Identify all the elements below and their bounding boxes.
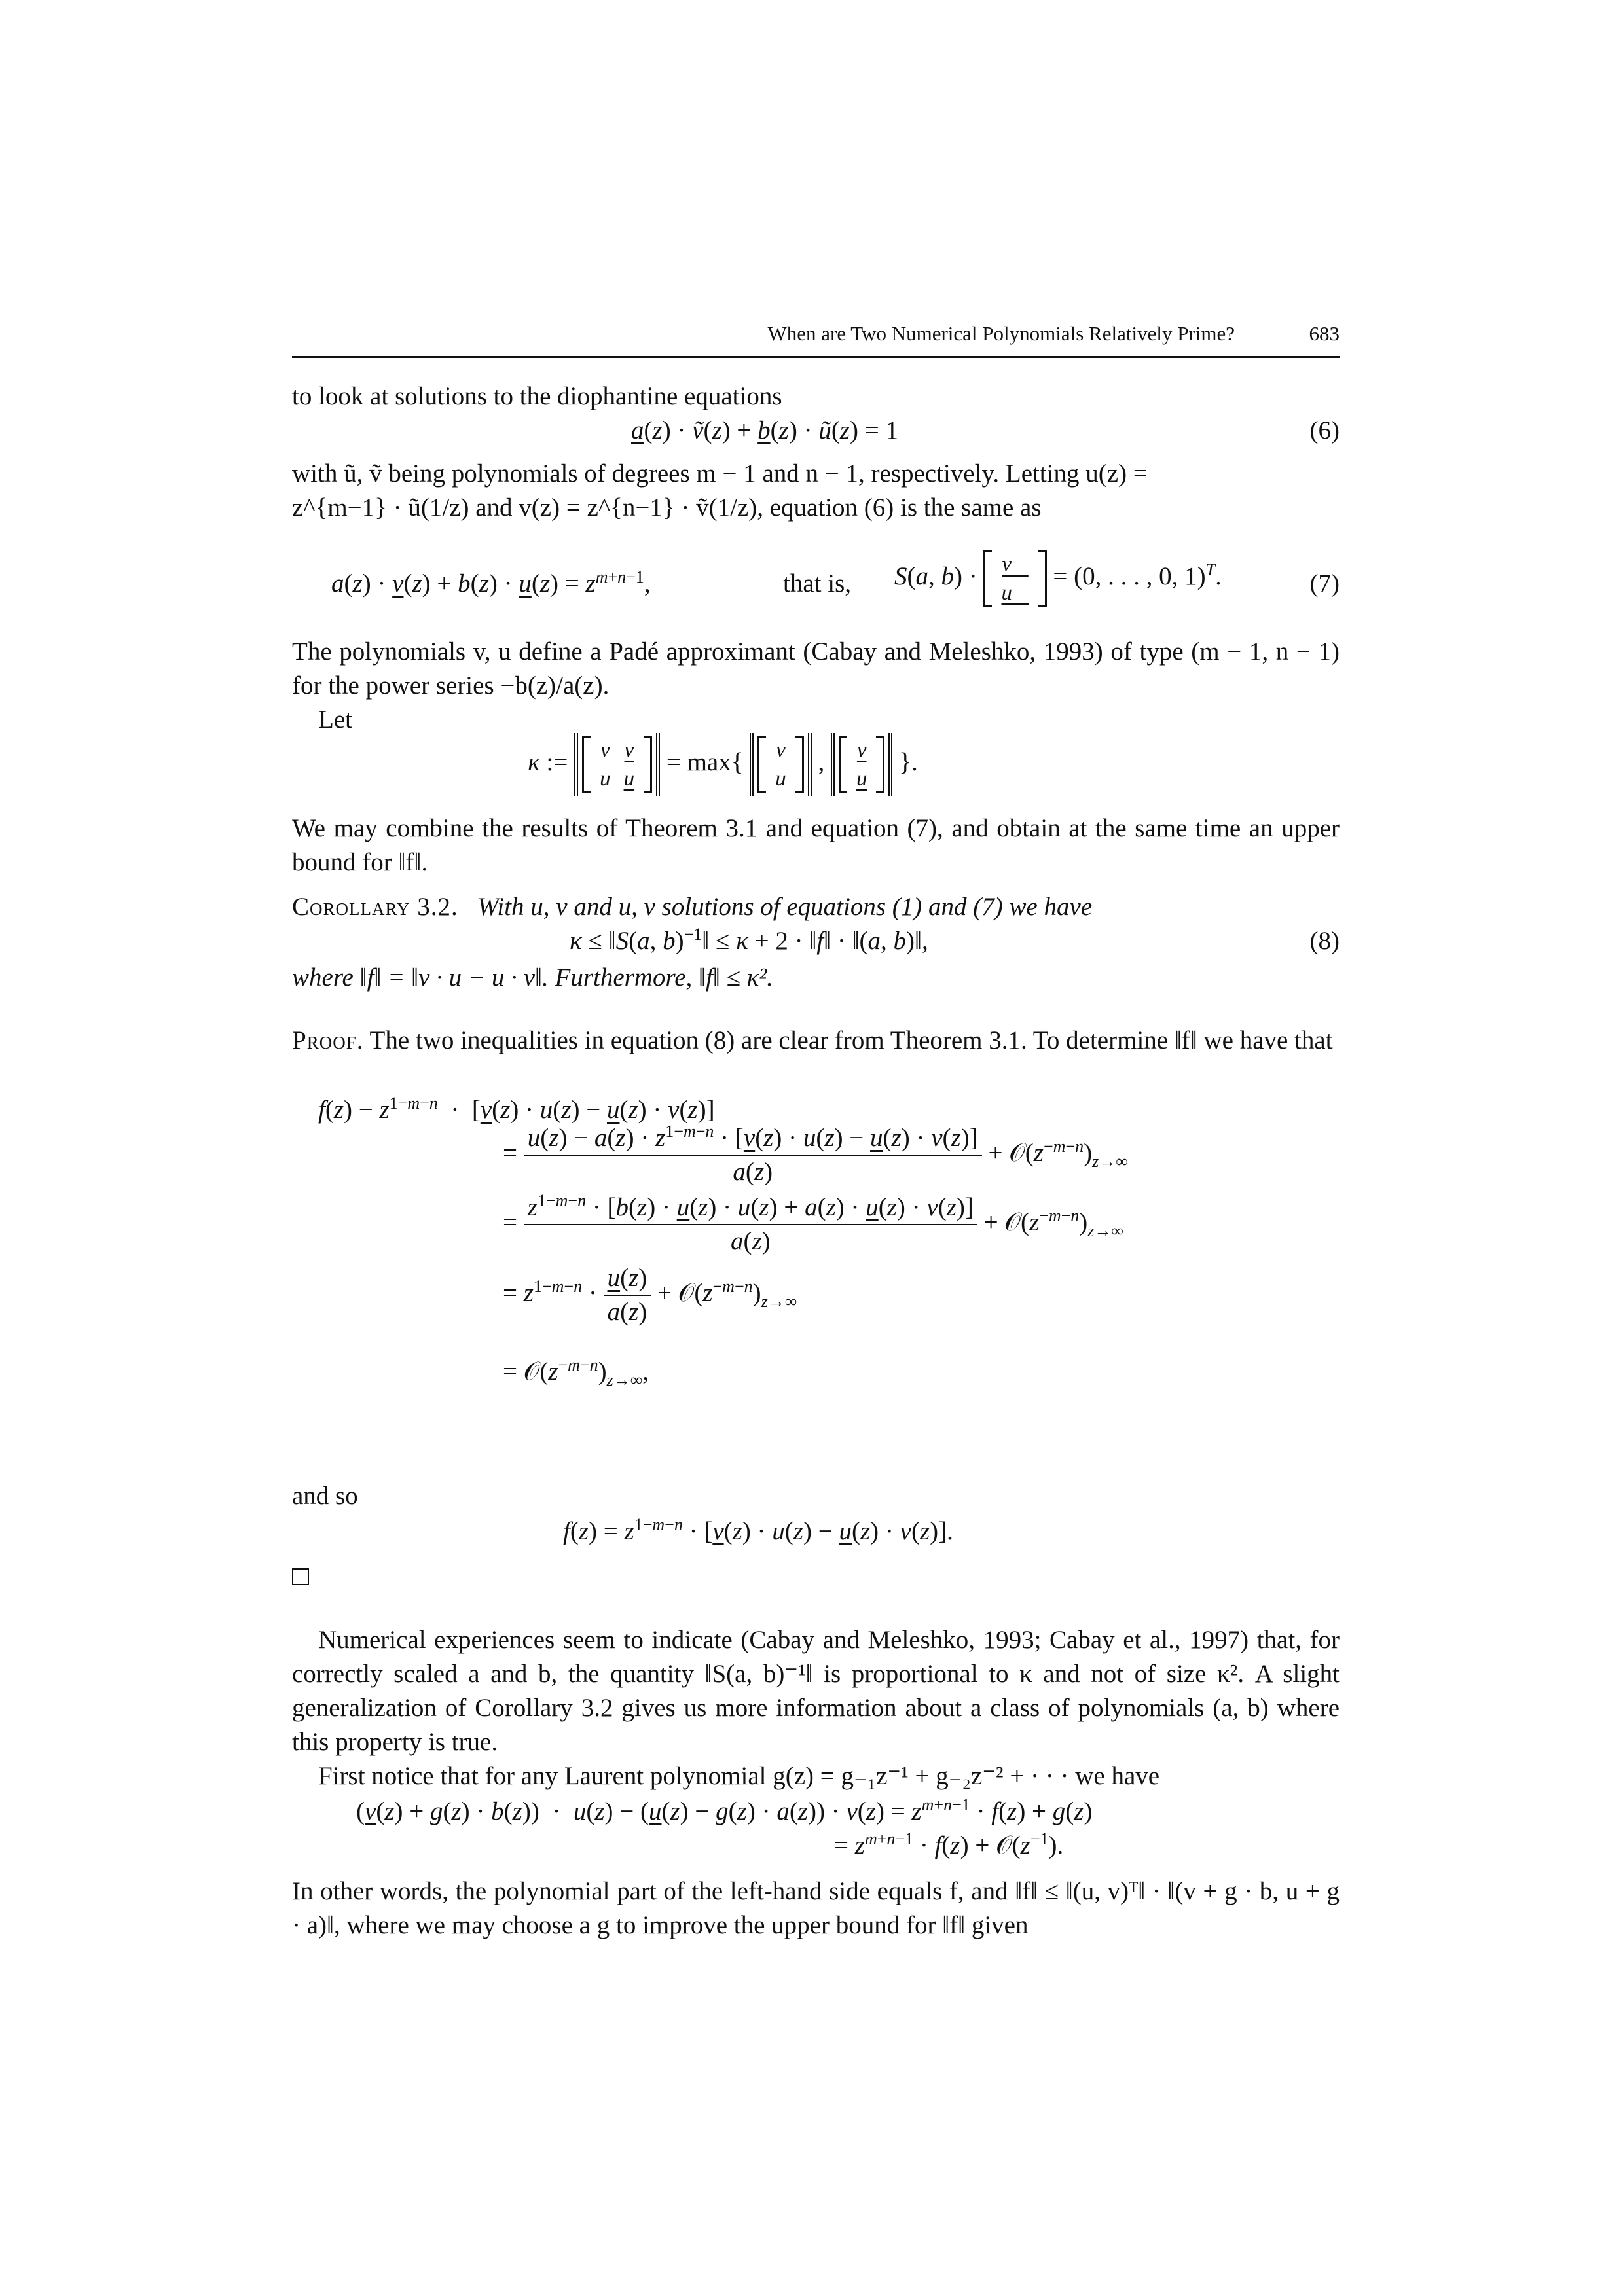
paragraph-pade: The polynomials v, u define a Padé approximant (Cabay and Meleshko, 1993) of type (m − 1, n − 1) for the power series −b(z)/a(z).	[292, 637, 1340, 700]
equation-7-number: (7)	[1309, 569, 1340, 598]
proof-label: Proof.	[292, 1026, 364, 1054]
running-header	[292, 314, 1340, 348]
equation-7-that-is: that is,	[783, 569, 851, 598]
equation-f-body: $f(z) = z^{1-m-n} \cdot [v(z) \cdot u(z) - u(z) \cdot v(z)]$.	[563, 1515, 953, 1545]
and-so: and so	[292, 1482, 358, 1510]
paragraph-with-line-2: z^{m−1} · ũ(1/z) and v(z) = z^{n−1} · ṽ(1/z), equation (6) is the same as	[292, 493, 1042, 522]
paragraph-first-notice: First notice that for any Laurent polynomial g(z) = g₋₁z⁻¹ + g₋₂z⁻² + · · · we have	[318, 1762, 1160, 1790]
corollary-where: where ‖f‖ = ‖v · u − u · v‖. Furthermore, ‖f‖ ≤ κ².	[292, 963, 773, 992]
derivation-line-4: = $z^{1-m-n}$ · $\frac{u(z)}{a(z)}$ + $𝒪(z^{-m-n})_{z\to\infty}$	[503, 1262, 797, 1329]
equation-laurent	[292, 1795, 1340, 1867]
paragraph-other-words: In other words, the polynomial part of the left-hand side equals f, and ‖f‖ ≤ ‖(u, v)ᵀ‖ · ‖(v + g · b, u + g · a)‖, where we may choose a g to improve the upper bound for ‖f‖ given	[292, 1877, 1340, 1939]
paragraph-let: Let	[318, 706, 352, 734]
equation-f	[292, 1515, 1340, 1551]
proof-text: The two inequalities in equation (8) are clear from Theorem 3.1. To determine ‖f‖ we have that	[369, 1026, 1333, 1054]
intro-paragraph: to look at solutions to the diophantine equations	[292, 382, 782, 410]
equation-6-number: (6)	[1309, 416, 1340, 444]
qed-box	[292, 1568, 309, 1585]
equation-8-number: (8)	[1309, 927, 1340, 955]
paragraph-numerical: Numerical experiences seem to indicate (Cabay and Meleshko, 1993; Cabay et al., 1997) that, for correctly scaled a and b, the quantity ‖S(a, b)⁻¹‖ is proportional to κ and not of size κ². A slight generalization of Corollary 3.2 gives us more information about a class of polynomials (a, b) where this property is true.	[292, 1626, 1340, 1756]
proof	[292, 1024, 1340, 1058]
derivation-line-2: = $\frac{u(z) - a(z) \cdot z^{1-m-n} \cdot [v(z) \cdot u(z) - u(z) \cdot v(z)]}{a(z)}$ + $𝒪(z^{-m-n})_{z\to\infty}$	[503, 1122, 1128, 1186]
equation-laurent-line-1: $(v(z) + g(z) \cdot b(z)) \cdot u(z) - (u(z) - g(z) \cdot a(z)) \cdot v(z) = z^{m+n-1} \cdot f(z) + g(z)$	[356, 1795, 1093, 1825]
corollary-3-2	[292, 890, 1340, 924]
equation-8	[292, 924, 1340, 961]
derivation-line-3: = $\frac{z^{1-m-n} \cdot [b(z) \cdot u(z) \cdot u(z) + a(z) \cdot u(z) \cdot v(z)]}{a(z)}$ + $𝒪(z^{-m-n})_{z\to\infty}$	[503, 1191, 1123, 1255]
running-title: When are Two Numerical Polynomials Relatively Prime?	[767, 322, 1235, 345]
equation-7-rhs: S(a, b) · v⃗ u⃗ = (0, . . . , 0, 1)$^T$.	[894, 550, 1222, 607]
equation-7	[292, 550, 1340, 622]
kappa-definition-body: κ := v v u u = max{ v u , v u }.	[528, 733, 918, 796]
corollary-label: Corollary 3.2.	[292, 893, 458, 921]
equation-7-lhs: $a(z) \cdot v(z) + b(z) \cdot u(z) = z^{m+n-1}$,	[331, 567, 651, 598]
page-number: 683	[1309, 322, 1340, 345]
equation-6	[292, 414, 1340, 450]
derivation-line-5: = $𝒪(z^{-m-n})_{z\to\infty}$,	[503, 1355, 649, 1390]
equation-8-body: κ ≤ ‖S(a, b)$^{-1}$‖ ≤ κ + 2 · ‖f‖ · ‖(a, b)‖,	[570, 925, 928, 955]
header-rule	[292, 356, 1340, 358]
corollary-statement: With u, v and u, v solutions of equations (1) and (7) we have	[477, 893, 1093, 921]
equation-laurent-line-2: = $z^{m+n-1} \cdot f(z)$ + $𝒪(z^{-1})$.	[834, 1829, 1064, 1859]
paragraph-with	[292, 457, 1340, 525]
kappa-definition	[292, 733, 1340, 805]
paragraph-with-line-1: with ũ, ṽ being polynomials of degrees m − 1 and n − 1, respectively. Letting u(z) =	[292, 459, 1148, 488]
equation-6-body: a(z) · ṽ(z) + b(z) · ũ(z) = 1	[631, 416, 898, 444]
proof-derivation	[292, 1093, 1340, 1420]
derivation-line-1: $f(z) - z^{1-m-n} \cdot [v(z) \cdot u(z) - u(z) \cdot v(z)]$	[318, 1094, 715, 1124]
paragraph-combine: We may combine the results of Theorem 3.1 and equation (7), and obtain at the same time an upper bound for ‖f‖.	[292, 814, 1340, 876]
